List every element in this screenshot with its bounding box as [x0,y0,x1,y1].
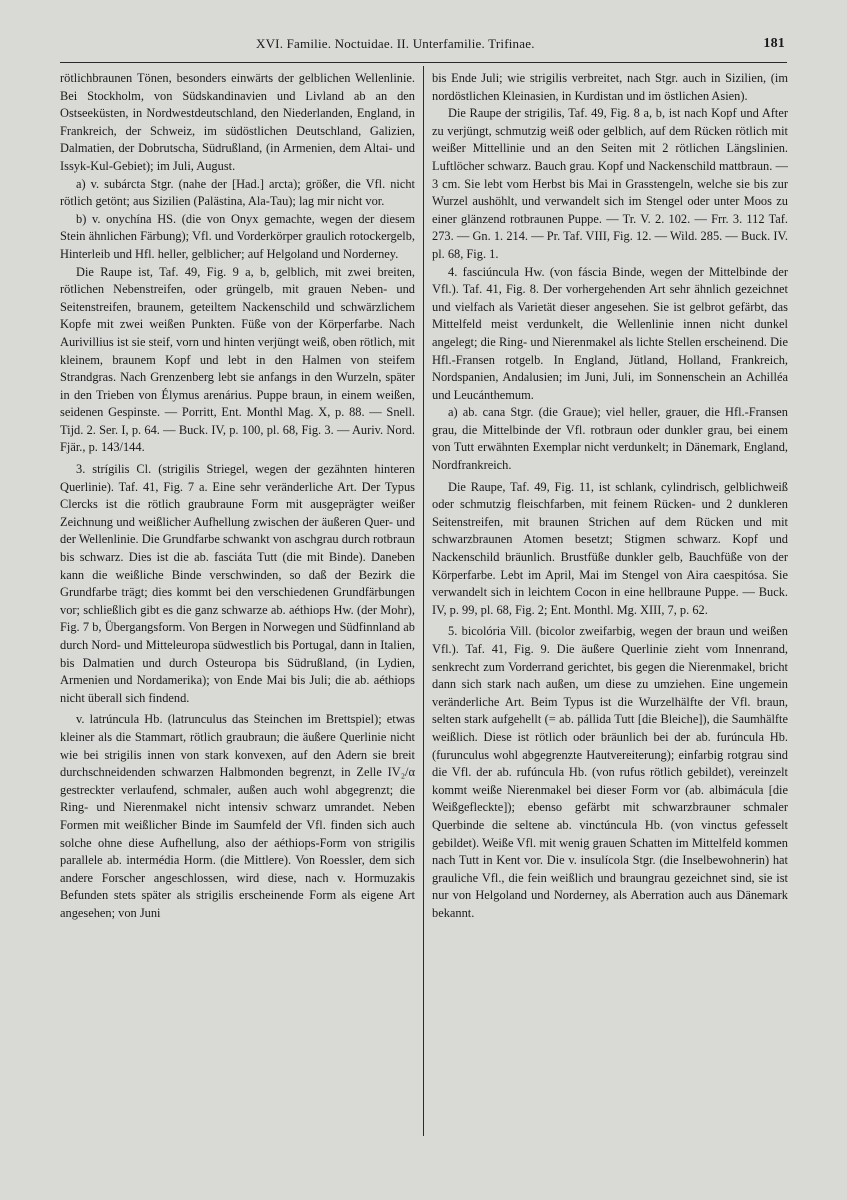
paragraph: Die Raupe ist, Taf. 49, Fig. 9 a, b, gelblich, mit zwei breiten, rötlichen Nebenstreifen, oder grüngelb, mit grauen Neben- und Seitenstreifen, braunem, geteiltem Nackenschild und schwärzlichem Kopfe mit zwei weißen Punkten. Füße von der Körperfarbe. Nach Aurivillius ist sie steif, vorn und hinten verjüngt weiß, oben rötlich, mit kleinem, braunem Kopf und lebt in den Halmen von steifem Strandgras. Nach Grenzenberg lebt sie anfangs in den Wurzeln, später in den Trieben von Élymus arenárius. Puppe braun, in einem weißen, seidenen Gespinste. — Porritt, Ent. Monthl Mag. X, p. 88. — Snell. Tijd. 2. Ser. I, p. 64. — Buck. IV, p. 100, pl. 68, Fig. 3. — Auriv. Nord. Fjär., p. 143/144. [60,264,415,455]
paragraph: v. latrúncula Hb. (latrunculus das Steinchen im Brettspiel); etwas kleiner als die Stammart, rötlich graubraun; die äußere Querlinie nicht wie bei strigilis innen von stark konvexen, auf den Adern sie breit durchschneidenden schwarzen Halbmonden begrenzt, in Zelle IV₂/α gestreckter verlaufend, schmaler, außen auch wohl abgegrenzt; die Ring- und Nierenmakel nicht intensiv schwarz umrandet. Neben Formen mit weißlicher Binde im Saumfeld der Vfl. finden sich auch solche ohne diese Aufhellung, also der aéthiops-Form von strigilis parallele ab. intermédia Horm. (die Mittlere). Von Roessler, dem sich andere Forscher angeschlossen, wird diese, nach v. Hormuzakis Befunden stets später als strigilis erscheinende Form als eigene Art angesehen; von Juni [60,712,415,920]
left-column [60,70,415,1140]
species-entry-bicoloria: 5. bicolória Vill. (bicolor zweifarbig, wegen der braun und weißen Vfl.). Taf. 41, Fig. 9. Die äußere Querlinie zieht vom Innenrand, senkrecht zum Vorderrand gerichtet, bis gegen die Nierenmakel, bricht dann sich stark nach außen, um diese zu umziehen. Eine ungemein veränderliche Art. Beim Typus ist die Wurzelhälfte der Vfl. braun, selten stark aufgehellt (= ab. pállida Tutt [die Bleiche]), die Saumhälfte weißlich. Diese ist rötlich oder bräunlich bei der ab. furúncula Hb. (furunculus wohl abgegrenzte Hautvereiterung); einfarbig rotgrau sind die Vfl. der ab. rufúncula Hb. (von rufus rötlich gebildet), vereinzelt kommt weiße Nierenmakel bei dieser Form vor (ab. albimácula [die Weißgefleckte]); ebenso gefärbt mit schwarzbrauner schmaler Querbinde die seltene ab. vinctúncula Hb. (von vinctus gefesselt gebildet). Weiße Vfl. mit wenig grauen Schatten im Mittelfeld kommen nach Tutt in Kent vor. Die v. insulícola Stgr. (die Inselbewohnerin) hat grauliche Vfl., die fein weißlich und braungrau gezeichnet sind, sie ist nur von Helgoland und Norderney, als Aberration auch aus Dänemark bekannt. [432,624,788,920]
paragraph: a) v. subárcta Stgr. (nahe der [Had.] arcta); größer, die Vfl. nicht rötlich getönt; aus Sizilien (Palästina, Ala-Tau); lag mir nicht vor. [60,176,415,209]
right-column [432,70,788,1140]
paragraph: b) v. onychína HS. (die von Onyx gemachte, wegen der diesem Stein ähnlichen Färbung); Vfl. und Vorderkörper graulich rotockergelb, Hinterleib und Hfl. heller, gelblicher; auf Helgoland und Norderney. [60,211,415,261]
column-divider [423,66,424,1136]
paragraph: bis Ende Juli; wie strigilis verbreitet, nach Stgr. auch in Sizilien, (im nordöstlichen Kleinasien, in Kurdistan und im östlichen Asien). [432,71,788,103]
header-title: XVI. Familie. Noctuidae. II. Unterfamilie. Trifinae. [256,36,535,51]
running-header [60,30,785,54]
page-number: 181 [763,36,785,51]
paragraph: a) ab. cana Stgr. (die Graue); viel heller, grauer, die Hfl.-Fransen grau, die Mittelbinde der Vfl. rotbraun oder dunkler grau, bei einem von Tutt erwähnten Exemplar nicht verdunkelt; in Dänemark, England, Nordfrankreich. [432,405,788,473]
species-entry-strigilis: 3. strígilis Cl. (strigilis Striegel, wegen der gezähnten hinteren Querlinie). Taf. 41, Fig. 7 a. Eine sehr veränderliche Art. Der Typus Clercks ist die rötlich graubraune Form mit ausgeprägter weißer Zeichnung und weißlicher Aufhellung zwischen der äußeren Quer- und der Wellenlinie. Die Grundfarbe schwankt von aschgrau durch rotbraun bis schwarz. Dies ist die ab. fasciáta Tutt (die mit Binde). Daneben kann die weißliche Binde verschwinden, so daß der Bezirk die Grundfarbe trägt; dies kommt bei den verschiedenen Grundfärbungen vor; schließlich gibt es die ganz schwarze ab. aéthiops Hw. (der Mohr), Fig. 7 b, Übergangsform. Von Bergen in Norwegen und Südfinnland ab durch Nord- und Mitteleuropa südwestlich bis Portugal, dann in Italien, bis Dalmatien und durch Osteuropa bis Südrußland, (in Lydien, Armenien und Nordamerika); von Ende Mai bis Juli; die ab. aéthiops nicht überall sich findend. [60,462,415,705]
paragraph: Die Raupe, Taf. 49, Fig. 11, ist schlank, cylindrisch, gelblichweiß oder schmutzig fleischfarben, mit feinem Rücken- und 2 dunkleren Seitenstreifen, mit braunen Strichen auf dem Rücken und mit schwarzbraunen Atomen besetzt; Stigmen schwarz. Kopf und Nackenschild bräunlich. Brustfüße dunkler gelb, Bauchfüße von der Körperfarbe. Lebt im April, Mai im Stengel von Aira caespitósa. Sie verwandelt sich in leichtem Cocon in eine hellbraune Puppe. — Buck. IV, p. 99, pl. 68, Fig. 2; Ent. Monthl. Mg. XIII, 7, p. 62. [432,479,788,617]
paragraph: rötlichbraunen Tönen, besonders einwärts der gelblichen Wellenlinie. Bei Stockholm, von Südskandinavien und Livland ab an den Ostseeküsten, in Nordwestdeutschland, den Niederlanden, England, in Frankreich, der Schweiz, im südöstlichen Deutschland, Galizien, Dalmatien, der Dobrutscha, Südrußland, (in Armenien, dem Altai- und Issyk-Kul-Gebiet); im Juli, August. [60,71,415,173]
header-rule [60,62,787,63]
species-entry-fasciuncula: 4. fasciúncula Hw. (von fáscia Binde, wegen der Mittelbinde der Vfl.). Taf. 41, Fig. 8. Der vorhergehenden Art sehr ähnlich gezeichnet und vielfach als Varietät dieser angesehen. Sie ist gelbrot gefärbt, das Mittelfeld meist verdunkelt, die Wellenlinie innen nicht dunkel angelegt; die Ring- und Nierenmakel als lichte Stellen erscheinend. Die Hfl.-Fransen rotgelb. In England, Jütland, Holland, Frankreich, Nordspanien, Andalusien; im Juni, Juli, im Sonnenschein an Achilléa und Leucánthemum. [432,264,788,402]
paragraph: Die Raupe der strigilis, Taf. 49, Fig. 8 a, b, ist nach Kopf und After zu verjüngt, schmutzig weiß oder gelblich, auf dem Rücken rötlich mit weißer Mittellinie und an den Seiten mit 2 rötlichen Längslinien. Luftlöcher schwarz. Bauch grau. Kopf und Nackenschild mattbraun. — 3 cm. Sie lebt vom Herbst bis Mai in Grasstengeln, welche sie bis zur Wurzel aushöhlt, und verwandelt sich im Stengel oder unter Moos zu einer glänzend rotbraunen Puppe. — Tr. V. 2. 102. — Frr. 3. 112 Taf. 273. — Gn. 1. 214. — Pr. Taf. VIII, Fig. 12. — Wild. 285. — Buck. IV. pl. 68, Fig. 1. [432,106,788,261]
